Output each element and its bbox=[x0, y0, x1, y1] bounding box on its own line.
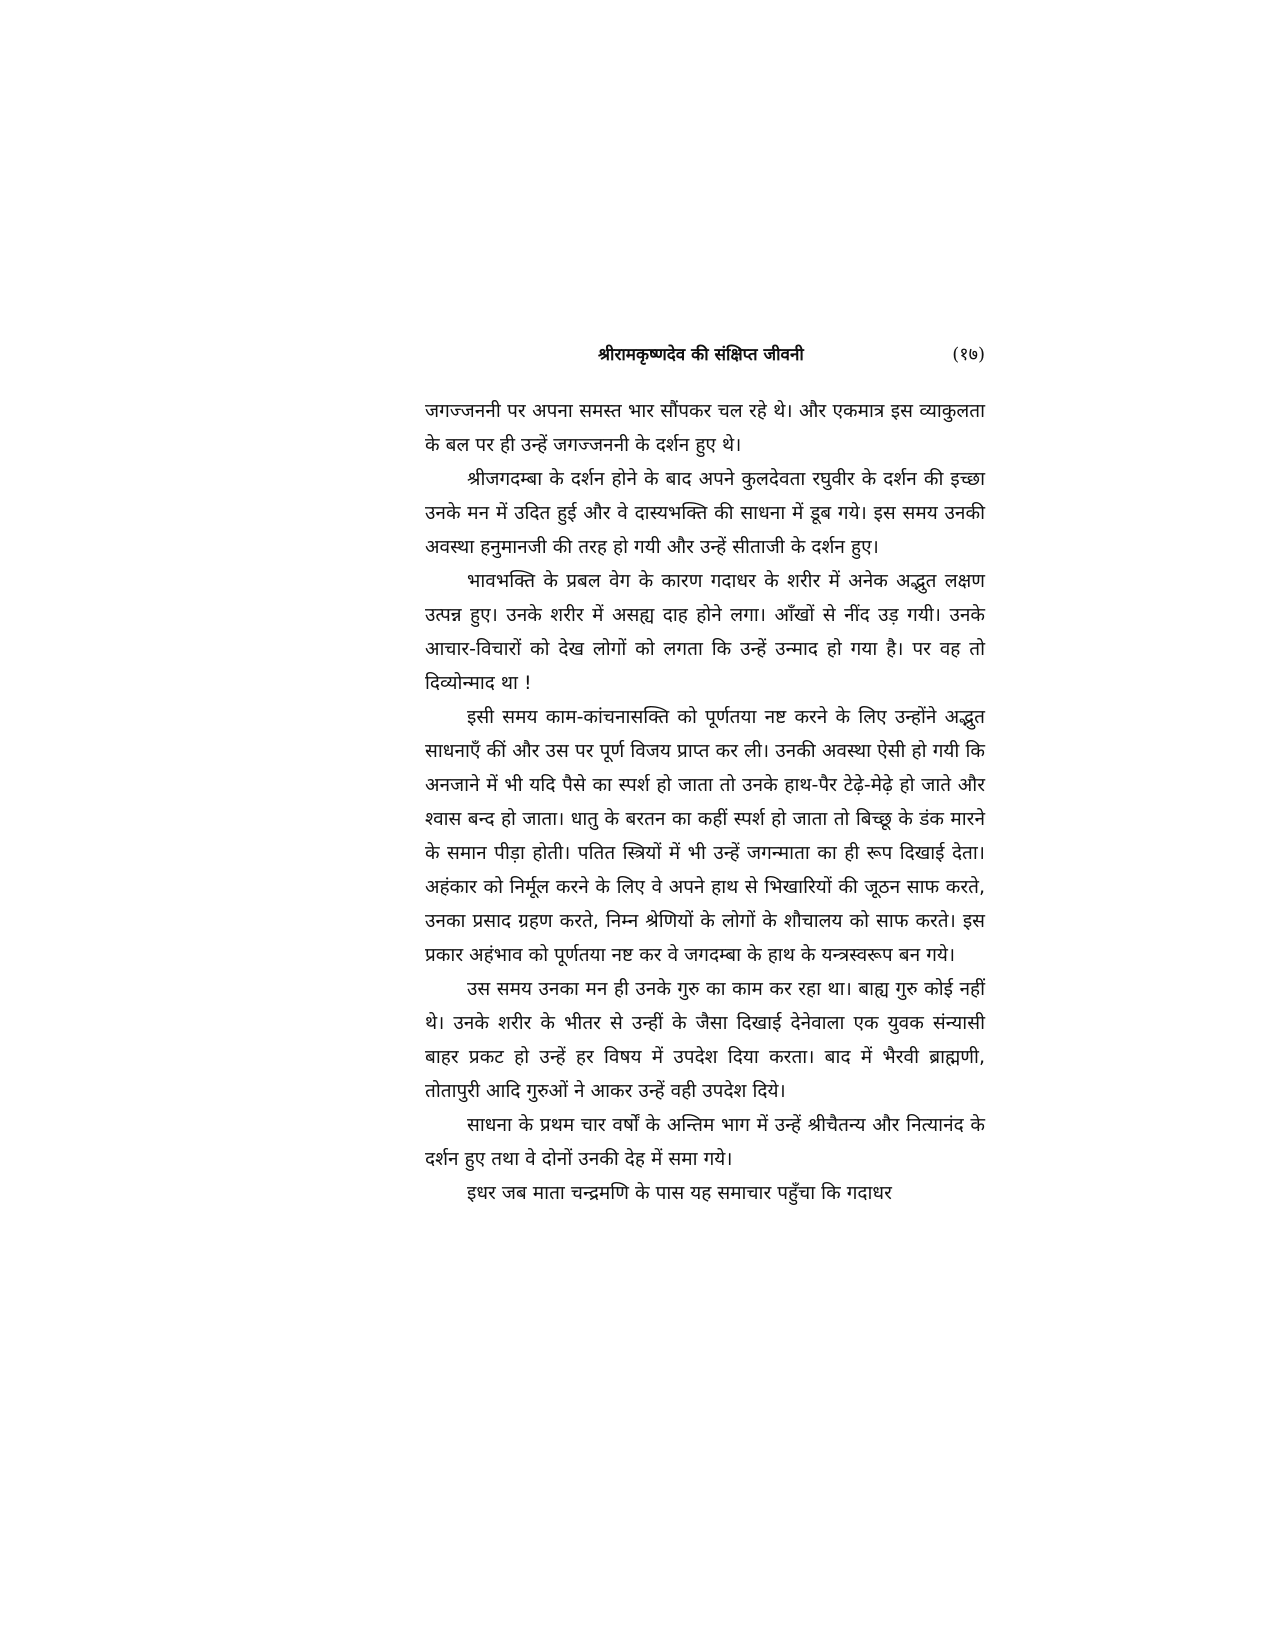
page-header bbox=[425, 338, 985, 372]
running-title: श्रीरामकृष्णदेव की संक्षिप्त जीवनी bbox=[598, 345, 804, 365]
paragraph: उस समय उनका मन ही उनके गुरु का काम कर रहा था। बाह्य गुरु कोई नहीं थे। उनके शरीर के भीतर से उन्हीं के जैसा दिखाई देनेवाला एक युवक संन्यासी बाहर प्रकट हो उन्हें हर विषय में उपदेश दिया करता। बाद में भैरवी ब्राह्मणी, तोतापुरी आदि गुरुओं ने आकर उन्हें वही उपदेश दिये। bbox=[425, 978, 985, 1102]
paragraph: श्रीजगदम्बा के दर्शन होने के बाद अपने कुलदेवता रघुवीर के दर्शन की इच्छा उनके मन में उदित हुई और वे दास्यभक्ति की साधना में डूब गये। इस समय उनकी अवस्था हनुमानजी की तरह हो गयी और उन्हें सीताजी के दर्शन हुए। bbox=[425, 468, 985, 558]
body-text bbox=[425, 394, 985, 1210]
paragraph: भावभक्ति के प्रबल वेग के कारण गदाधर के शरीर में अनेक अद्भुत लक्षण उत्पन्न हुए। उनके शरीर में असह्य दाह होने लगा। आँखों से नींद उड़ गयी। उनके आचार-विचारों को देख लोगों को लगता कि उन्हें उन्माद हो गया है। पर वह तो दिव्योन्माद था ! bbox=[425, 570, 985, 694]
page-number: (१७) bbox=[952, 344, 985, 365]
paragraph: इसी समय काम-कांचनासक्ति को पूर्णतया नष्ट करने के लिए उन्होंने अद्भुत साधनाएँ कीं और उस पर पूर्ण विजय प्राप्त कर ली। उनकी अवस्था ऐसी हो गयी कि अनजाने में भी यदि पैसे का स्पर्श हो जाता तो उनके हाथ-पैर टेढ़े-मेढ़े हो जाते और श्वास बन्द हो जाता। धातु के बरतन का कहीं स्पर्श हो जाता तो बिच्छू के डंक मारने के समान पीड़ा होती। पतित स्त्रियों में भी उन्हें जगन्माता का ही रूप दिखाई देता। अहंकार को निर्मूल करने के लिए वे अपने हाथ से भिखारियों की जूठन साफ करते, उनका प्रसाद ग्रहण करते, निम्न श्रेणियों के लोगों के शौचालय को साफ करते। इस प्रकार अहंभाव को पूर्णतया नष्ट कर वे जगदम्बा के हाथ के यन्त्रस्वरूप बन गये। bbox=[425, 706, 985, 966]
paragraph: इधर जब माता चन्द्रमणि के पास यह समाचार पहुँचा कि गदाधर bbox=[467, 1182, 892, 1204]
paragraph: साधना के प्रथम चार वर्षों के अन्तिम भाग में उन्हें श्रीचैतन्य और नित्यानंद के दर्शन हुए तथा वे दोनों उनकी देह में समा गये। bbox=[425, 1114, 985, 1170]
paragraph-continued: जगज्जननी पर अपना समस्त भार सौंपकर चल रहे थे। और एकमात्र इस व्याकुलता के बल पर ही उन्हें जगज्जननी के दर्शन हुए थे। bbox=[425, 400, 985, 456]
